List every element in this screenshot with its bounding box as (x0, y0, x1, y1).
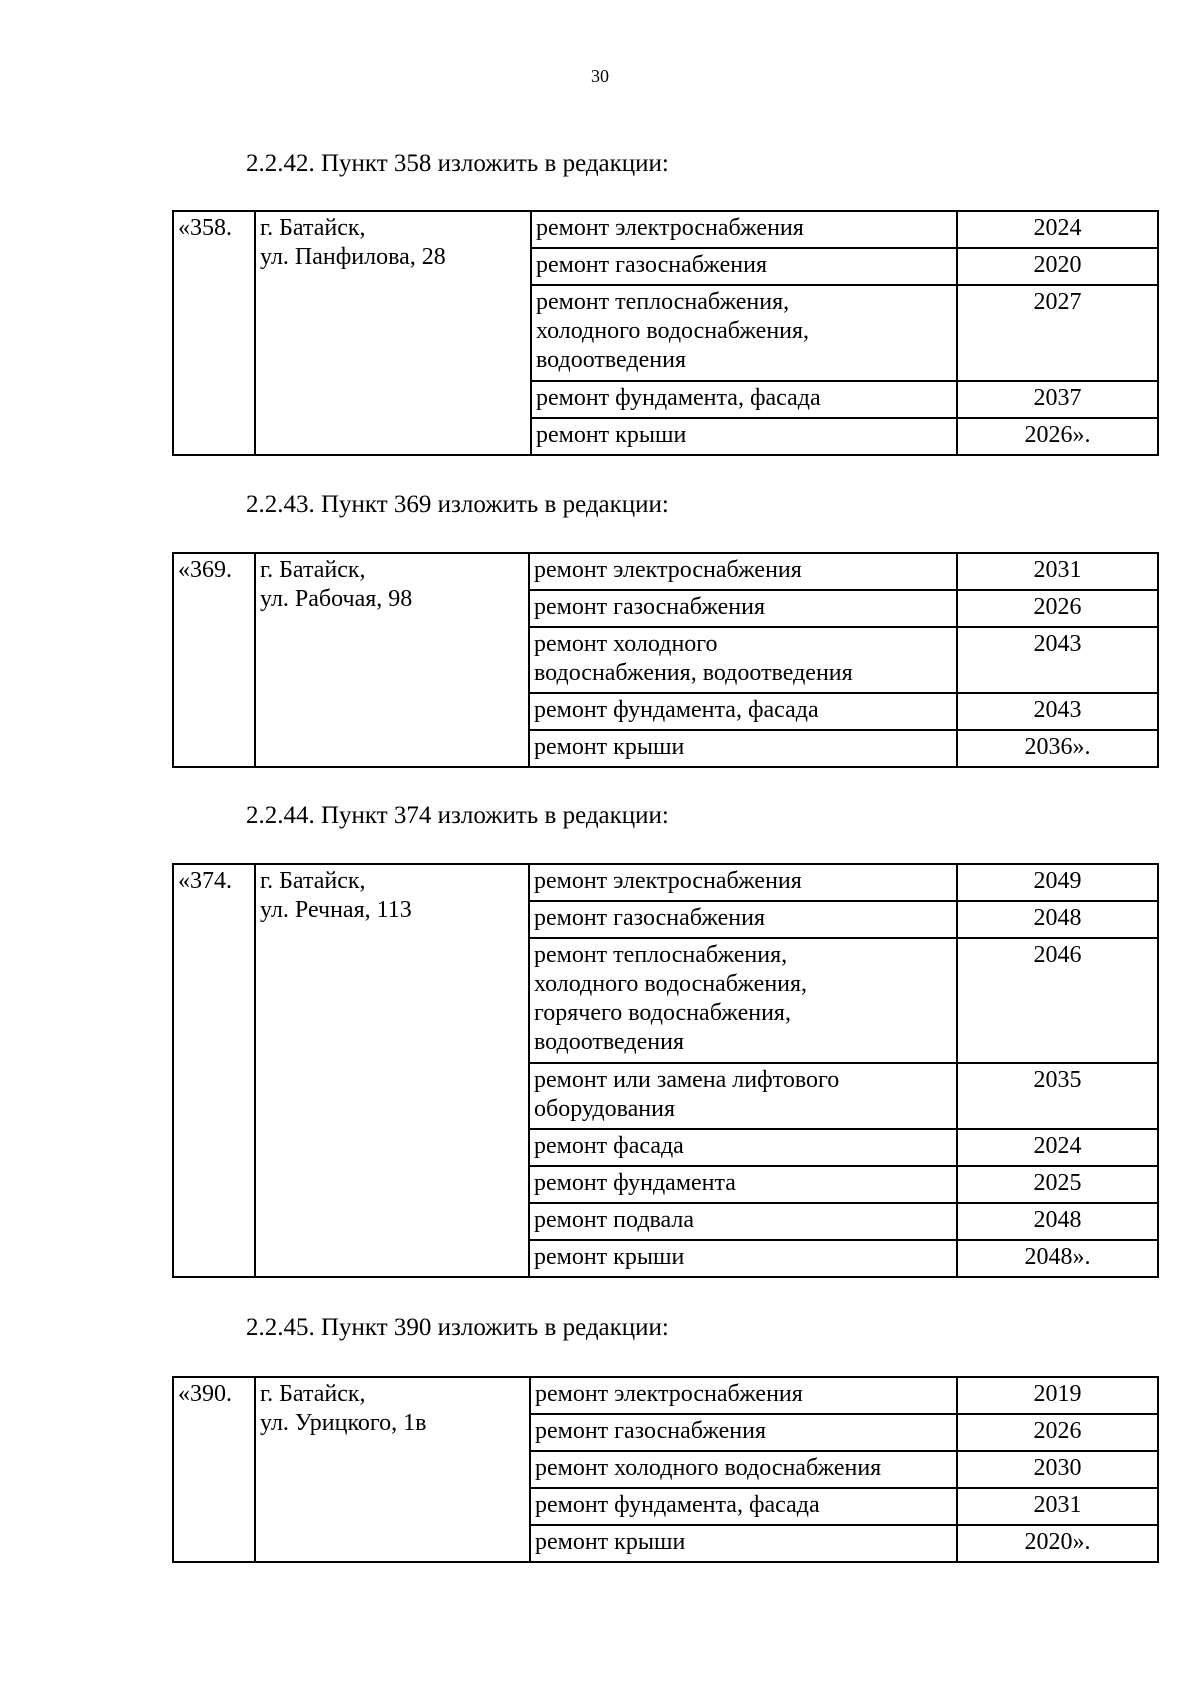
work-type: ремонт фундамента (529, 1166, 957, 1203)
table-row (173, 1377, 1158, 1414)
work-type: ремонт крыши (529, 730, 957, 767)
section-heading: 2.2.42. Пункт 358 изложить в редакции: (246, 150, 669, 177)
work-year: 2046 (957, 938, 1158, 1063)
work-type: ремонт теплоснабжения, холодного водоснабжения, водоотведения (531, 285, 957, 381)
work-type: ремонт подвала (529, 1203, 957, 1240)
item-address: г. Батайск, ул. Рабочая, 98 (255, 553, 529, 767)
section-heading: 2.2.45. Пункт 390 изложить в редакции: (246, 1314, 669, 1341)
work-year: 2048 (957, 1203, 1158, 1240)
work-type: ремонт газоснабжения (531, 248, 957, 285)
section-heading: 2.2.44. Пункт 374 изложить в редакции: (246, 802, 669, 829)
work-type: ремонт холодного водоснабжения (530, 1451, 957, 1488)
table-row (173, 211, 1158, 248)
work-year: 2030 (957, 1451, 1158, 1488)
work-year: 2043 (957, 627, 1158, 693)
work-type: ремонт холодного водоснабжения, водоотведения (529, 627, 957, 693)
work-type: ремонт электроснабжения (529, 553, 957, 590)
work-type: ремонт фундамента, фасада (529, 693, 957, 730)
item-number: «374. (173, 864, 255, 1277)
item-address: г. Батайск, ул. Речная, 113 (255, 864, 529, 1277)
work-type: ремонт газоснабжения (530, 1414, 957, 1451)
item-address: г. Батайск, ул. Урицкого, 1в (255, 1377, 530, 1562)
work-year: 2026». (957, 418, 1158, 455)
repair-table (172, 1376, 1159, 1563)
item-address: г. Батайск, ул. Панфилова, 28 (255, 211, 531, 455)
table-row (173, 553, 1158, 590)
work-year: 2024 (957, 211, 1158, 248)
work-year: 2035 (957, 1063, 1158, 1129)
work-year: 2024 (957, 1129, 1158, 1166)
work-type: ремонт газоснабжения (529, 590, 957, 627)
work-type: ремонт крыши (530, 1525, 957, 1562)
work-year: 2048 (957, 901, 1158, 938)
work-year: 2043 (957, 693, 1158, 730)
work-type: ремонт электроснабжения (530, 1377, 957, 1414)
work-type: ремонт крыши (531, 418, 957, 455)
work-year: 2036». (957, 730, 1158, 767)
section-heading: 2.2.43. Пункт 369 изложить в редакции: (246, 491, 669, 518)
item-number: «358. (173, 211, 255, 455)
table-row (173, 864, 1158, 901)
work-year: 2020». (957, 1525, 1158, 1562)
page-number: 30 (591, 66, 609, 86)
work-type: ремонт фундамента, фасада (530, 1488, 957, 1525)
work-year: 2026 (957, 1414, 1158, 1451)
work-type: ремонт крыши (529, 1240, 957, 1277)
work-type: ремонт электроснабжения (531, 211, 957, 248)
work-type: ремонт фундамента, фасада (531, 381, 957, 418)
work-year: 2026 (957, 590, 1158, 627)
work-type: ремонт теплоснабжения, холодного водоснабжения, горячего водоснабжения, водоотведения (529, 938, 957, 1063)
item-number: «369. (173, 553, 255, 767)
work-year: 2031 (957, 553, 1158, 590)
item-number: «390. (173, 1377, 255, 1562)
work-year: 2031 (957, 1488, 1158, 1525)
repair-table (172, 210, 1159, 456)
work-year: 2037 (957, 381, 1158, 418)
work-year: 2027 (957, 285, 1158, 381)
work-type: ремонт газоснабжения (529, 901, 957, 938)
work-year: 2048». (957, 1240, 1158, 1277)
repair-table (172, 552, 1159, 768)
work-type: ремонт электроснабжения (529, 864, 957, 901)
repair-table (172, 863, 1159, 1278)
work-year: 2019 (957, 1377, 1158, 1414)
work-year: 2020 (957, 248, 1158, 285)
work-year: 2025 (957, 1166, 1158, 1203)
work-type: ремонт фасада (529, 1129, 957, 1166)
work-year: 2049 (957, 864, 1158, 901)
work-type: ремонт или замена лифтового оборудования (529, 1063, 957, 1129)
